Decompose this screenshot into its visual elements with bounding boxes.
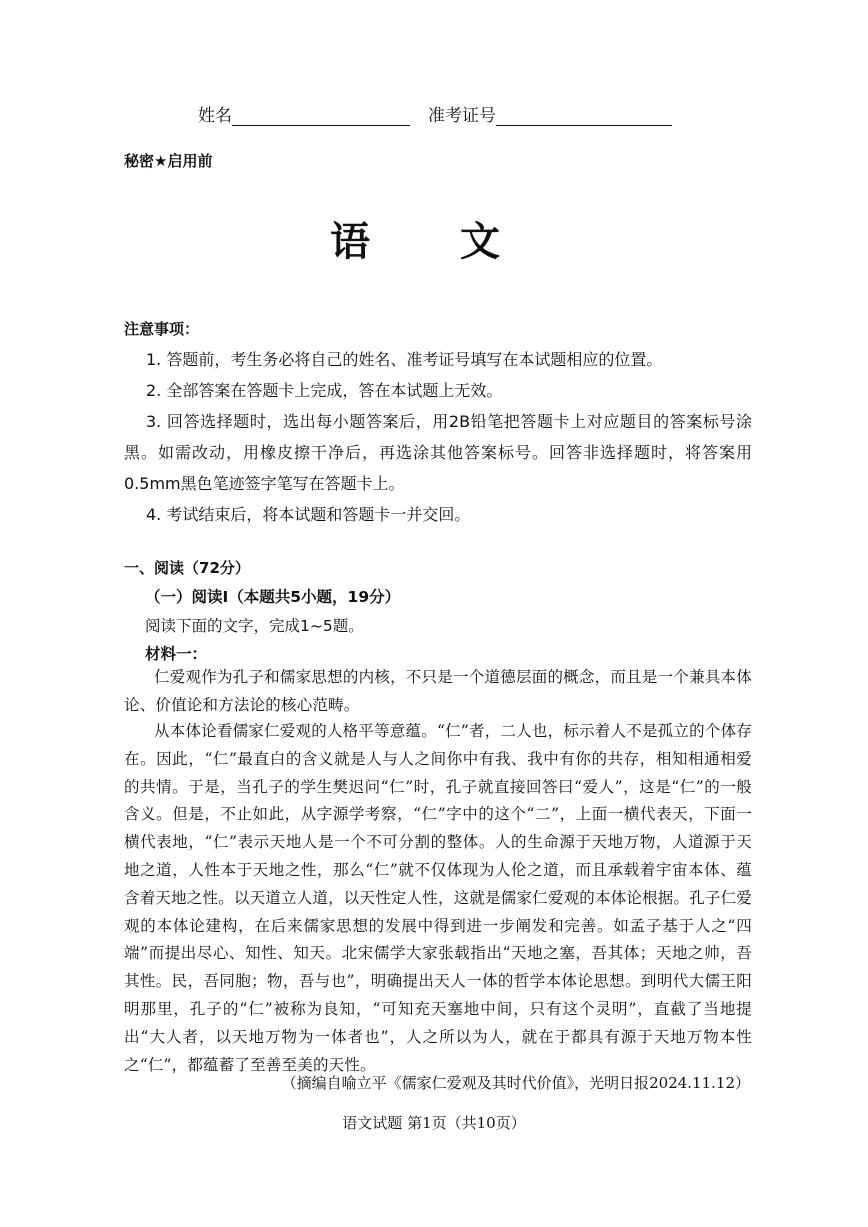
material-label: 材料一：	[145, 645, 208, 663]
notice-heading: 注意事项：	[124, 320, 200, 338]
page-title: 语 文	[330, 218, 538, 265]
page-footer: 语文试题 第1页（共10页）	[342, 1114, 526, 1132]
notice-item: 2. 全部答案在答题卡上完成，答在本试题上无效。	[146, 381, 503, 400]
secret-label: 秘密★启用前	[124, 152, 213, 170]
notice-item: 1. 答题前，考生务必将自己的姓名、准考证号填写在本试题相应的位置。	[146, 350, 663, 369]
sub-section-heading: （一）阅读Ⅰ（本题共5小题，19分）	[145, 588, 401, 606]
instruction-text: 阅读下面的文字，完成1~5题。	[145, 617, 364, 635]
id-label: 准考证号	[428, 106, 496, 126]
source-citation: （摘编自喻立平《儒家仁爱观及其时代价值》，光明日报2024.11.12）	[281, 1074, 750, 1092]
name-blank	[232, 107, 410, 126]
name-label: 姓名	[198, 106, 232, 126]
section-heading: 一、阅读（72分）	[124, 559, 250, 577]
id-blank	[496, 107, 672, 126]
candidate-info-line	[198, 101, 672, 126]
body-paragraph: 仁爱观作为孔子和儒家思想的内核，不只是一个道德层面的概念，而且是一个兼具本体论、价值论和方法论的核心范畴。	[124, 668, 752, 714]
notice-item: 4. 考试结束后，将本试题和答题卡一并交回。	[146, 505, 471, 524]
body-paragraph: 从本体论看儒家仁爱观的人格平等意蕴。“仁”者，二人也，标示着人不是孤立的个体存在。因此，“仁”最直白的含义就是人与人之间你中有我、我中有你的共存，相知相通相爱的共情。于是，当孔子的学生樊迟问“仁”时，孔子就直接回答曰“爱人”，这是“仁”的一般含义。但是，不止如此，从字源学考察，“仁”字中的这个“二”，上面一横代表天，下面一横代表地，“仁”表示天地人是一个不可分割的整体。人的生命源于天地万物，人道源于天地之道，人性本于天地之性，那么“仁”就不仅体现为人伦之道，而且承载着宇宙本体、蕴含着天地之性。以天道立人道，以天性定人性，这就是儒家仁爱观的本体论根据。孔子仁爱观的本体论建构，在后来儒家思想的发展中得到进一步阐发和完善。如孟子基于人之“四端”而提出尽心、知性、知天。北宋儒学大家张载指出“天地之塞，吾其体；天地之帅，吾其性。民，吾同胞；物，吾与也”，明确提出天人一体的哲学本体论思想。到明代大儒王阳明那里，孔子的“仁”被称为良知，“可知充天塞地中间，只有这个灵明”，直截了当地提出“大人者，以天地万物为一体者也”，人之所以为人，就在于都具有源于天地万物本性之“仁”，都蕴蓄了至善至美的天性。	[124, 722, 753, 1074]
notice-item: 3. 回答选择题时，选出每小题答案后，用2B铅笔把答题卡上对应题目的答案标号涂黑。如需改动，用橡皮擦干净后，再选涂其他答案标号。回答非选择题时，将答案用0.5mm黑色笔迹签字笔写在答题卡上。	[124, 412, 752, 493]
